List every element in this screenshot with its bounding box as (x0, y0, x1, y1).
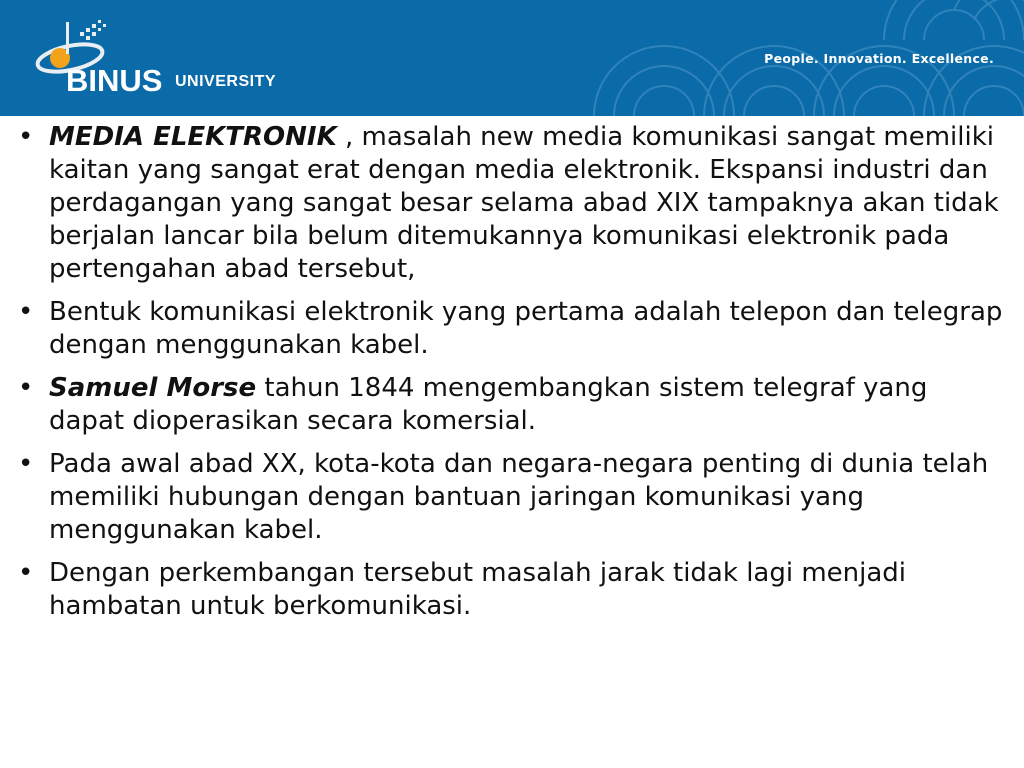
bullet-item (18, 372, 1010, 438)
bullet-icon: • (18, 558, 34, 588)
binus-logo (30, 18, 300, 104)
bullet-icon: • (18, 297, 34, 327)
bullet-emphasis: MEDIA ELEKTRONIK (49, 122, 337, 152)
bullet-icon: • (18, 449, 34, 479)
logo-wordmark: BINUS (66, 63, 163, 98)
bullet-text: , masalah new media komunikasi sangat memiliki kaitan yang sangat erat dengan media elektronik. Ekspansi industri dan perdagangan yang sangat besar selama abad XIX tampaknya akan tidak berjalan lancar bila belum ditemukannya komunikasi elektronik pada pertengahan abad tersebut, (49, 122, 999, 284)
bullet-item (18, 296, 1010, 362)
bullet-icon: • (18, 122, 34, 152)
bullet-item (18, 121, 1010, 286)
bullet-emphasis: Samuel Morse (49, 373, 257, 403)
bullet-text: Bentuk komunikasi elektronik yang pertama adalah telepon dan telegrap dengan menggunakan kabel. (49, 297, 1003, 360)
bullet-item (18, 557, 1010, 623)
slide-header (0, 0, 1024, 116)
bullet-text: Dengan perkembangan tersebut masalah jarak tidak lagi menjadi hambatan untuk berkomunikasi. (49, 558, 907, 621)
header-tagline: People. Innovation. Excellence. (764, 51, 994, 66)
bullet-text: tahun 1844 mengembangkan sistem telegraf yang dapat dioperasikan secara komersial. (49, 373, 928, 436)
logo-subtitle: UNIVERSITY (175, 73, 277, 90)
bullet-icon: • (18, 373, 34, 403)
slide-body (18, 121, 1010, 633)
bullet-text: Pada awal abad XX, kota-kota dan negara-negara penting di dunia telah memiliki hubungan dengan bantuan jaringan komunikasi yang menggunakan kabel. (49, 449, 989, 545)
bullet-item (18, 448, 1010, 547)
